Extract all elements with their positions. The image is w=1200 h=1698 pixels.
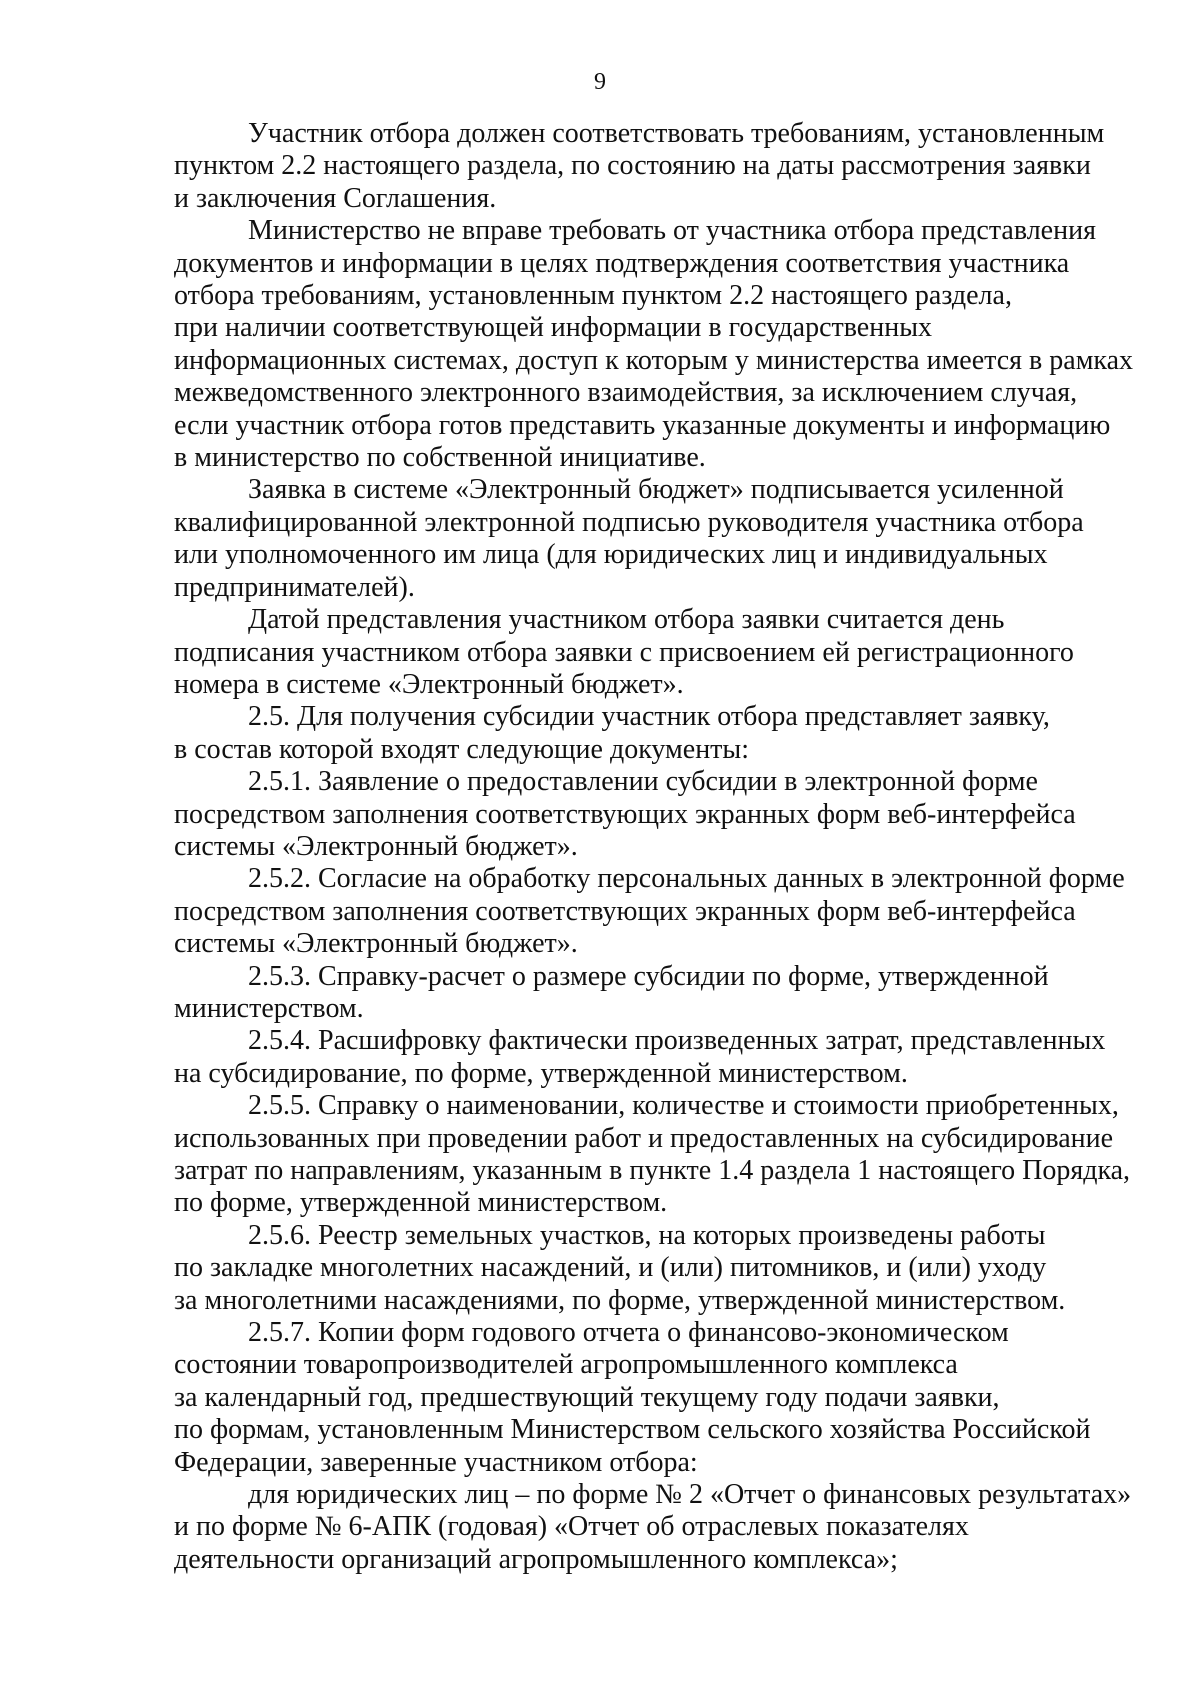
paragraph-2-5-4: 2.5.4. Расшифровку фактически произведенных затрат, представленных на субсидирование, по форме, утвержденной министерством. bbox=[174, 1025, 1106, 1089]
paragraph-participant-requirements: Участник отбора должен соответствовать требованиям, установленным пунктом 2.2 настоящего раздела, по состоянию на даты рассмотрения заявки и заключения Соглашения. bbox=[174, 118, 1105, 214]
paragraph-submission-date: Датой представления участником отбора заявки считается день подписания участником отбора заявки с присвоением ей регистрационного номера в системе «Электронный бюджет». bbox=[174, 604, 1074, 700]
paragraph-legal-entities: для юридических лиц – по форме № 2 «Отчет о финансовых результатах» и по форме № 6-АПК (годовая) «Отчет об отраслевых показателях деятельности организаций агропромышленного комплекса»; bbox=[174, 1479, 1132, 1575]
paragraph-2-5-1: 2.5.1. Заявление о предоставлении субсидии в электронной форме посредством заполнения соответствующих экранных форм веб-интерфейса системы «Электронный бюджет». bbox=[174, 766, 1076, 862]
paragraph-ministry-restriction: Министерство не вправе требовать от участника отбора представления документов и информации в целях подтверждения соответствия участника отбора требованиям, установленным пунктом 2.2 настоящего раздела, при наличии соответствующей информации в государственных информационных системах, доступ к которым у министерства имеется в рамках межведомственного электронного взаимодействия, за исключением случая, если участник отбора готов представить указанные документы и информацию в министерство по собственной инициативе. bbox=[174, 215, 1134, 474]
paragraph-application-signature: Заявка в системе «Электронный бюджет» подписывается усиленной квалифицированной электронной подписью руководителя участника отбора или уполномоченного им лица (для юридических лиц и индивидуальных предпринимателей). bbox=[174, 474, 1084, 603]
paragraph-2-5-6: 2.5.6. Реестр земельных участков, на которых произведены работы по закладке многолетних насаждений, и (или) питомников, и (или) уходу за многолетними насаждениями, по форме, утвержденной министерством. bbox=[174, 1219, 1066, 1316]
document-body bbox=[174, 118, 1144, 1576]
paragraph-2-5-2: 2.5.2. Согласие на обработку персональных данных в электронной форме посредством заполнения соответствующих экранных форм веб-интерфейса системы «Электронный бюджет». bbox=[174, 863, 1125, 960]
paragraph-2-5-5: 2.5.5. Справку о наименовании, количестве и стоимости приобретенных, использованных при проведении работ и предоставленных на субсидирование затрат по направлениям, указанным в пункте 1.4 раздела 1 настоящего Порядка, по форме, утвержденной министерством. bbox=[174, 1090, 1131, 1219]
paragraph-2-5-7: 2.5.7. Копии форм годового отчета о финансово-экономическом состоянии товаропроизводителей агропромышленного комплекса за календарный год, предшествующий текущему году подачи заявки, по формам, установленным Министерством сельского хозяйства Российской Федерации, заверенные участником отбора: bbox=[174, 1317, 1091, 1478]
page-number: 9 bbox=[594, 69, 606, 95]
paragraph-2-5-3: 2.5.3. Справку-расчет о размере субсидии по форме, утвержденной министерством. bbox=[174, 960, 1049, 1024]
paragraph-2-5: 2.5. Для получения субсидии участник отбора представляет заявку, в состав которой входят следующие документы: bbox=[174, 701, 1050, 765]
